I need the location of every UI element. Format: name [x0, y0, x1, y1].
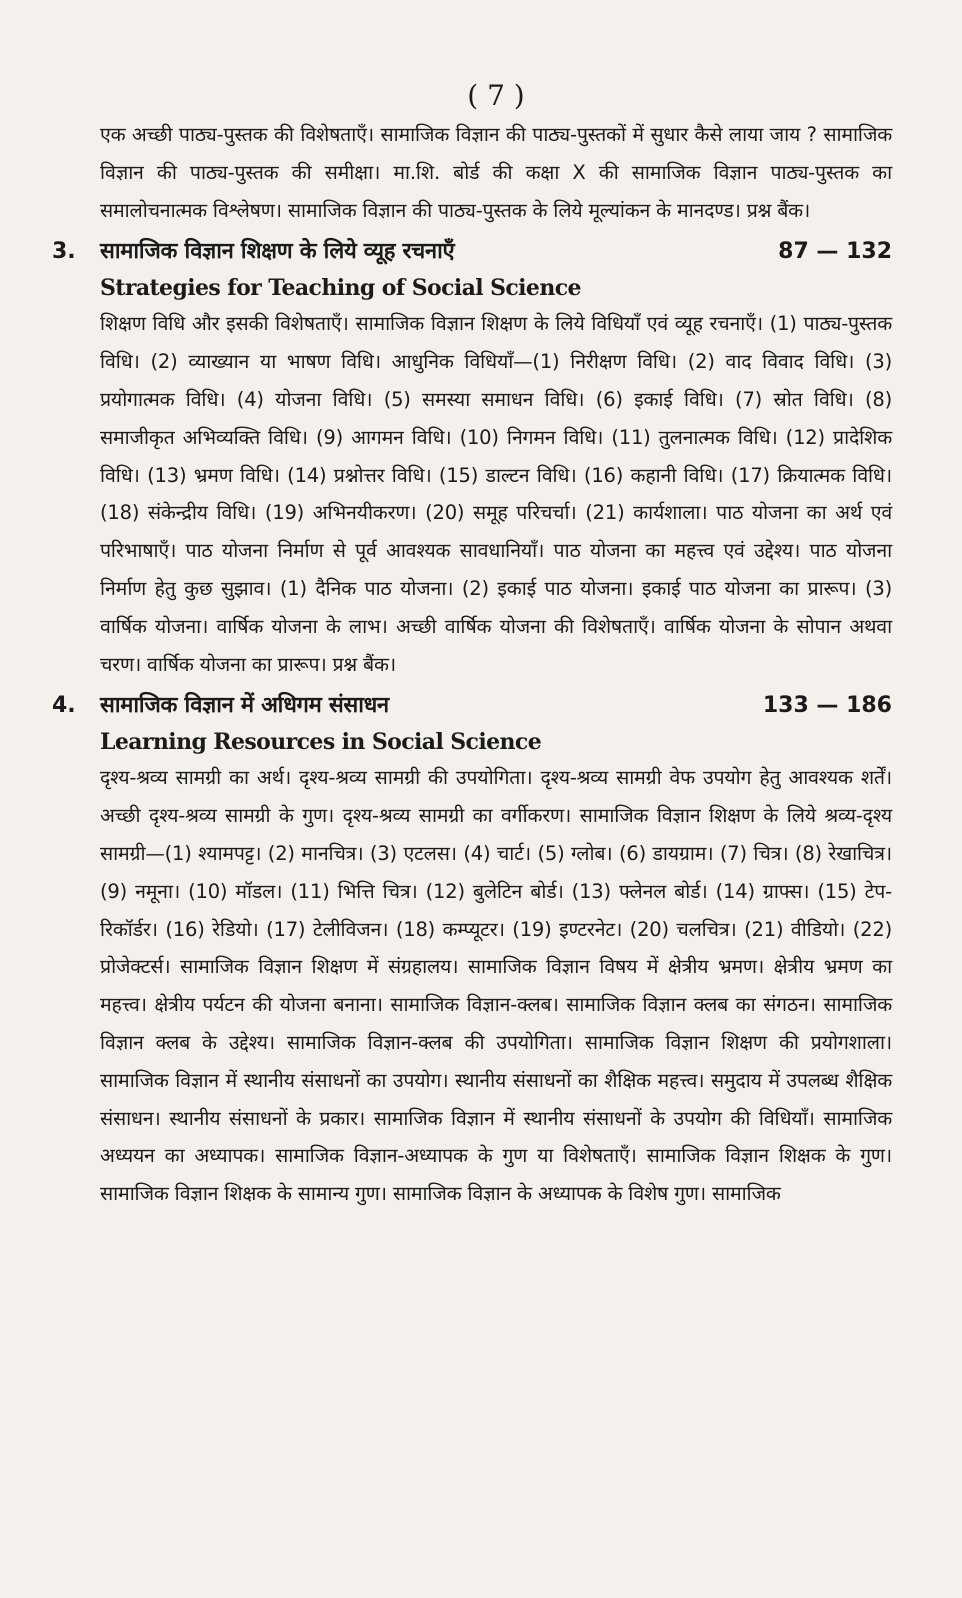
page-number: ( 7 )	[467, 79, 525, 112]
chapter-4	[52, 687, 892, 1213]
chapter-title-hindi: सामाजिक विज्ञान शिक्षण के लिये व्यूह रचनाएँ	[100, 239, 455, 265]
chapter-contents: दृश्य-श्रव्य सामग्री का अर्थ। दृश्य-श्रव्य सामग्री की उपयोगिता। दृश्य-श्रव्य सामग्री वेफ उपयोग हेतु आवश्यक शर्तें। अच्छी दृश्य-श्रव्य सामग्री के गुण। दृश्य-श्रव्य सामग्री का वर्गीकरण। सामाजिक विज्ञान शिक्षण के लिये श्रव्य-दृश्य सामग्री—(1) श्यामपट्ट। (2) मानचित्र। (3) एटलस। (4) चार्ट। (5) ग्लोब। (6) डायग्राम। (7) चित्र। (8) रेखाचित्र। (9) नमूना। (10) मॉडल। (11) भित्ति चित्र। (12) बुलेटिन बोर्ड। (13) फ्लेनल बोर्ड। (14) ग्राफ्स। (15) टेप-रिकॉर्डर। (16) रेडियो। (17) टेलीविजन। (18) कम्प्यूटर। (19) इण्टरनेट। (20) चलचित्र। (21) वीडियो। (22) प्रोजेक्टर्स। सामाजिक विज्ञान शिक्षण में संग्रहालय। सामाजिक विज्ञान विषय में क्षेत्रीय भ्रमण। क्षेत्रीय भ्रमण का महत्त्व। क्षेत्रीय पर्यटन की योजना बनाना। सामाजिक विज्ञान-क्लब। सामाजिक विज्ञान क्लब का संगठन। सामाजिक विज्ञान क्लब के उद्देश्य। सामाजिक विज्ञान-क्लब की उपयोगिता। सामाजिक विज्ञान शिक्षण की प्रयोगशाला। सामाजिक विज्ञान में स्थानीय संसाधनों का उपयोग। स्थानीय संसाधनों का शैक्षिक महत्त्व। समुदाय में उपलब्ध शैक्षिक संसाधन। स्थानीय संसाधनों के प्रकार। सामाजिक विज्ञान में स्थानीय संसाधनों के उपयोग की विधियाँ। सामाजिक अध्ययन का अध्यापक। सामाजिक विज्ञान-अध्यापक के गुण या विशेषताएँ। सामाजिक विज्ञान शिक्षक के गुण। सामाजिक विज्ञान शिक्षक के सामान्य गुण। सामाजिक विज्ञान के अध्यापक के विशेष गुण। सामाजिक	[100, 766, 892, 1206]
intro-paragraph: एक अच्छी पाठ्य-पुस्तक की विशेषताएँ। सामाजिक विज्ञान की पाठ्य-पुस्तकों में सुधार कैसे लाया जाय ? सामाजिक विज्ञान की पाठ्य-पुस्तक की समीक्षा। मा.शि. बोर्ड की कक्षा X की सामाजिक विज्ञान पाठ्य-पुस्तक का समालोचनात्मक विश्लेषण। सामाजिक विज्ञान की पाठ्य-पुस्तक के लिये मूल्यांकन के मानदण्ड। प्रश्न बैंक।	[100, 123, 892, 222]
chapter-title-english: Learning Resources in Social Science	[100, 729, 542, 756]
chapter-page-range: 133 — 186	[762, 693, 892, 719]
chapter-title-english: Strategies for Teaching of Social Science	[100, 275, 581, 302]
chapter-page-range: 87 — 132	[778, 239, 892, 265]
chapter-title-hindi: सामाजिक विज्ञान में अधिगम संसाधन	[100, 693, 389, 719]
chapter-number: 4.	[52, 693, 76, 719]
chapter-contents: शिक्षण विधि और इसकी विशेषताएँ। सामाजिक विज्ञान शिक्षण के लिये विधियाँ एवं व्यूह रचनाएँ। (1) पाठ्य-पुस्तक विधि। (2) व्याख्यान या भाषण विधि। आधुनिक विधियाँ—(1) निरीक्षण विधि। (2) वाद विवाद विधि। (3) प्रयोगात्मक विधि। (4) योजना विधि। (5) समस्या समाधन विधि। (6) इकाई विधि। (7) स्रोत विधि। (8) समाजीकृत अभिव्यक्ति विधि। (9) आगमन विधि। (10) निगमन विधि। (11) तुलनात्मक विधि। (12) प्रादेशिक विधि। (13) भ्रमण विधि। (14) प्रश्नोत्तर विधि। (15) डाल्टन विधि। (16) कहानी विधि। (17) क्रियात्मक विधि। (18) संकेन्द्रीय विधि। (19) अभिनयीकरण। (20) समूह परिचर्चा। (21) कार्यशाला। पाठ योजना का अर्थ एवं परिभाषाएँ। पाठ योजना निर्माण से पूर्व आवश्यक सावधानियाँ। पाठ योजना का महत्त्व एवं उद्देश्य। पाठ योजना निर्माण हेतु कुछ सुझाव। (1) दैनिक पाठ योजना। (2) इकाई पाठ योजना। इकाई पाठ योजना का प्रारूप। (3) वार्षिक योजना। वार्षिक योजना के लाभ। अच्छी वार्षिक योजना की विशेषताएँ। वार्षिक योजना के सोपान अथवा चरण। वार्षिक योजना का प्रारूप। प्रश्न बैंक।	[100, 312, 892, 676]
chapter-3	[52, 233, 892, 683]
chapter-heading	[52, 687, 892, 725]
chapter-number: 3.	[52, 239, 76, 265]
chapter-heading	[52, 233, 892, 271]
